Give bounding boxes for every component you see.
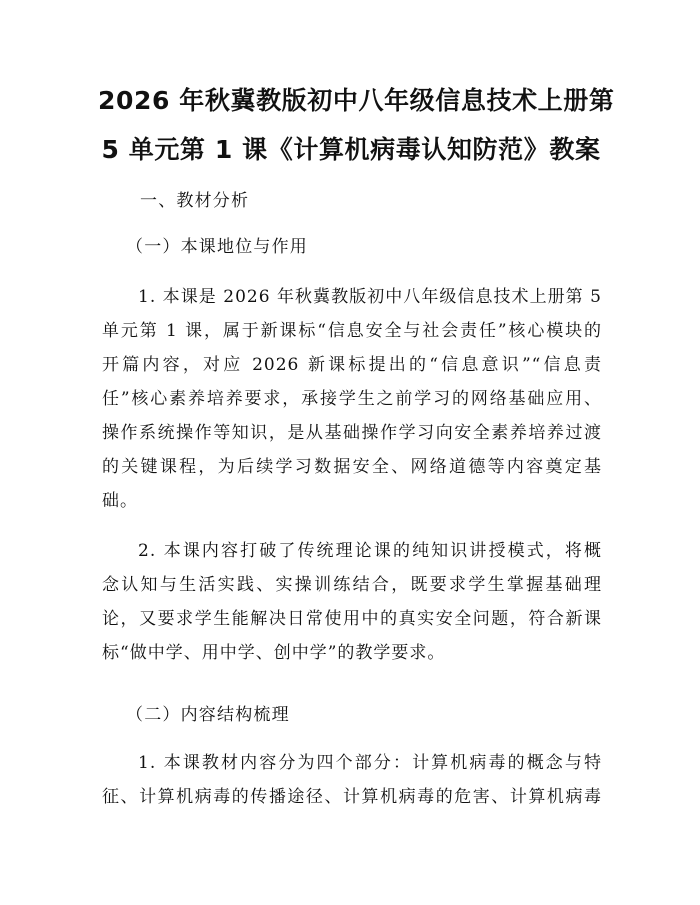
document-title-line-2: 5 单元第 1 课《计算机病毒认知防范》教案: [101, 135, 601, 164]
subsection-heading-role: （一）本课地位与作用: [126, 237, 308, 257]
paragraph-line: 论，又要求学生能解决日常使用中的真实安全问题，符合新课: [102, 609, 602, 629]
paragraph-line: 标“做中学、用中学、创中学”的教学要求。: [102, 643, 446, 663]
paragraph-line: 1. 本课教材内容分为四个部分：计算机病毒的概念与特: [138, 753, 602, 773]
subsection-heading-structure: （二）内容结构梳理: [126, 705, 290, 725]
paragraph-line: 单元第 1 课，属于新课标“信息安全与社会责任”核心模块的: [102, 321, 602, 341]
paragraph-line: 念认知与生活实践、实操训练结合，既要求学生掌握基础理: [102, 575, 602, 595]
paragraph-line: 2. 本课内容打破了传统理论课的纯知识讲授模式，将概: [138, 541, 602, 561]
section-heading-textbook-analysis: 一、教材分析: [140, 191, 250, 211]
paragraph-line: 的关键课程，为后续学习数据安全、网络道德等内容奠定基: [102, 457, 602, 477]
paragraph-line: 1. 本课是 2026 年秋冀教版初中八年级信息技术上册第 5: [138, 287, 602, 307]
paragraph-line: 础。: [102, 491, 138, 511]
paragraph-line: 操作系统操作等知识，是从基础操作学习向安全素养培养过渡: [102, 423, 602, 443]
paragraph-line: 征、计算机病毒的传播途径、计算机病毒的危害、计算机病毒: [102, 787, 602, 807]
document-title-line-1: 2026 年秋冀教版初中八年级信息技术上册第: [98, 86, 615, 115]
paragraph-line: 任”核心素养培养要求，承接学生之前学习的网络基础应用、: [102, 389, 602, 409]
paragraph-line: 开篇内容，对应 2026 新课标提出的“信息意识”“信息责: [102, 355, 602, 375]
